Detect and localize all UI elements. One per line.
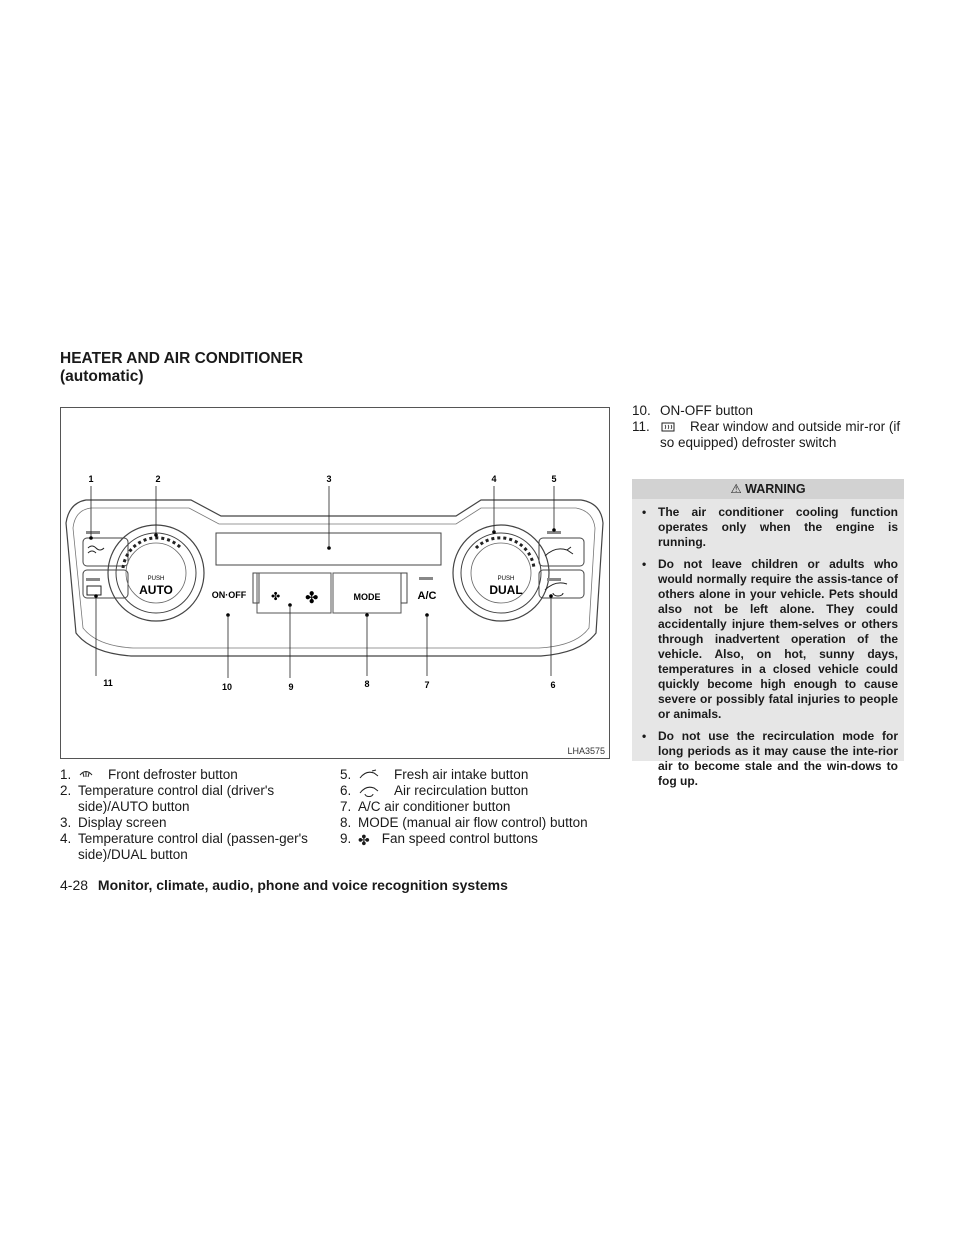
climate-panel-figure <box>60 407 610 759</box>
legend-num: 1. <box>60 767 72 782</box>
legend-num: 10. <box>632 403 651 418</box>
callout-lines <box>91 486 554 678</box>
warning-list <box>632 499 904 789</box>
ac-indicator <box>419 577 433 580</box>
callout-10: 10 <box>221 682 233 692</box>
legend-item-1 <box>60 767 325 783</box>
section-title-line2: (automatic) <box>60 368 144 385</box>
legend-item-10 <box>632 403 904 419</box>
ac-divider <box>401 573 407 603</box>
callout-dot-6 <box>549 594 553 598</box>
legend-item-2 <box>60 783 325 815</box>
left-indicator-bottom <box>86 578 100 581</box>
legend-text: Front defroster button <box>108 767 238 782</box>
rear-defroster-icon <box>660 421 676 433</box>
auto-label: AUTO <box>139 583 173 597</box>
front-defroster-glyph <box>88 546 104 553</box>
recirculation-button-shape <box>539 570 584 598</box>
callout-dot-11 <box>94 594 98 598</box>
legend-text: Temperature control dial (driver's side)/AUTO button <box>78 783 275 814</box>
legend-num: 7. <box>340 799 352 814</box>
legend-item-3 <box>60 815 325 831</box>
bullet-icon: • <box>642 729 647 743</box>
warning-triangle-icon: ⚠ <box>730 482 742 496</box>
legend-text: Air recirculation button <box>394 783 529 798</box>
legend-item-9 <box>340 831 610 848</box>
on-off-label: ON·OFF <box>211 590 247 600</box>
page-number: 4-28 <box>60 877 89 893</box>
chapter-title: Monitor, climate, audio, phone and voice recognition systems <box>97 877 508 893</box>
legend-item-5 <box>340 767 610 783</box>
front-defroster-icon <box>78 769 94 781</box>
callout-2: 2 <box>155 474 161 484</box>
recirculation-icon <box>358 785 380 797</box>
callout-11: 11 <box>103 678 113 688</box>
legend-num: 5. <box>340 767 352 782</box>
right-dial-outer <box>453 525 549 621</box>
fan-left-divider <box>253 573 259 603</box>
rear-defroster-glyph <box>87 586 101 595</box>
fresh-air-glyph <box>545 547 573 556</box>
fan-large-icon: ✤ <box>305 588 319 607</box>
callout-5: 5 <box>551 474 557 484</box>
left-dial-scale <box>123 538 181 568</box>
fan-icon: ✤ <box>358 832 370 848</box>
warning-header <box>632 479 904 499</box>
fan-speed-buttons-shape <box>257 573 331 613</box>
warning-item <box>640 505 898 550</box>
climate-panel-illustration <box>61 408 609 758</box>
recirculation-glyph <box>545 583 567 596</box>
legend-item-6 <box>340 783 610 799</box>
panel-bezel-outer <box>66 500 603 656</box>
warning-text: The air conditioner cooling function operates only when the engine is running. <box>658 505 898 549</box>
legend-text: ON-OFF button <box>660 403 754 418</box>
legend-num: 2. <box>60 783 72 798</box>
legend-item-11 <box>632 419 904 451</box>
warning-text: Do not use the recirculation mode for long periods as it may cause the inte-rior air to become stale and the win-dows to fog up. <box>658 729 898 788</box>
callout-1: 1 <box>88 474 94 484</box>
legend-text: Temperature control dial (passen-ger's side)/DUAL button <box>78 831 308 862</box>
legend-num: 6. <box>340 783 352 798</box>
callout-6: 6 <box>550 680 556 690</box>
legend-right <box>632 403 904 451</box>
legend-num: 3. <box>60 815 72 830</box>
callout-8: 8 <box>364 679 370 689</box>
figure-code: LHA3575 <box>567 746 605 756</box>
fresh-air-button-shape <box>539 538 584 566</box>
callout-9: 9 <box>288 682 294 692</box>
legend-num: 4. <box>60 831 72 846</box>
right-indicator-bottom <box>547 578 561 581</box>
callout-dot-5 <box>552 528 556 532</box>
legend-mid <box>340 767 610 848</box>
dual-label: DUAL <box>489 583 523 597</box>
legend-text: MODE (manual air flow control) button <box>358 815 588 830</box>
fresh-air-icon <box>358 769 380 781</box>
legend-item-7 <box>340 799 610 815</box>
legend-text: Fan speed control buttons <box>381 831 538 846</box>
left-dial-outer <box>108 525 204 621</box>
bullet-icon: • <box>642 505 647 519</box>
bullet-icon: • <box>642 557 647 571</box>
legend-text: Display screen <box>78 815 167 830</box>
callout-3: 3 <box>326 474 332 484</box>
legend-left <box>60 767 325 863</box>
legend-text: A/C air conditioner button <box>358 799 511 814</box>
warning-item <box>640 557 898 722</box>
mode-label: MODE <box>353 592 381 602</box>
left-push-label: PUSH <box>147 576 165 582</box>
warning-item <box>640 729 898 789</box>
warning-box <box>632 479 904 788</box>
legend-num: 8. <box>340 815 352 830</box>
section-title-line1: HEATER AND AIR CONDITIONER <box>60 350 304 367</box>
callout-7: 7 <box>424 680 430 690</box>
section-title <box>60 350 303 386</box>
right-dial-ring <box>461 533 541 613</box>
legend-num: 11. <box>632 419 650 434</box>
legend-item-4 <box>60 831 325 863</box>
page-footer <box>60 877 508 893</box>
right-dial-scale <box>476 538 534 568</box>
callout-4: 4 <box>491 474 497 484</box>
legend-item-8 <box>340 815 610 831</box>
legend-text: Rear window and outside mir-ror (if so equipped) defroster switch <box>660 419 901 450</box>
legend-text: Fresh air intake button <box>394 767 529 782</box>
warning-text: Do not leave children or adults who would normally require the assis-tance of others alone in your vehicle. Pets should also not be left alone. They could accidentally injure them-selves or others through inadvertent operation of the vehicle. Also, on hot, sunny days, temperatures in a closed vehicle could quickly become high enough to cause severe or possibly fatal injuries to people or animals. <box>658 557 898 721</box>
callout-dot-1 <box>89 536 93 540</box>
fan-small-icon: ✤ <box>271 590 281 603</box>
ac-label: A/C <box>417 590 437 602</box>
warning-heading: WARNING <box>745 482 806 496</box>
left-indicator-top <box>86 531 100 534</box>
right-push-label: PUSH <box>497 576 515 582</box>
legend-num: 9. <box>340 831 352 846</box>
